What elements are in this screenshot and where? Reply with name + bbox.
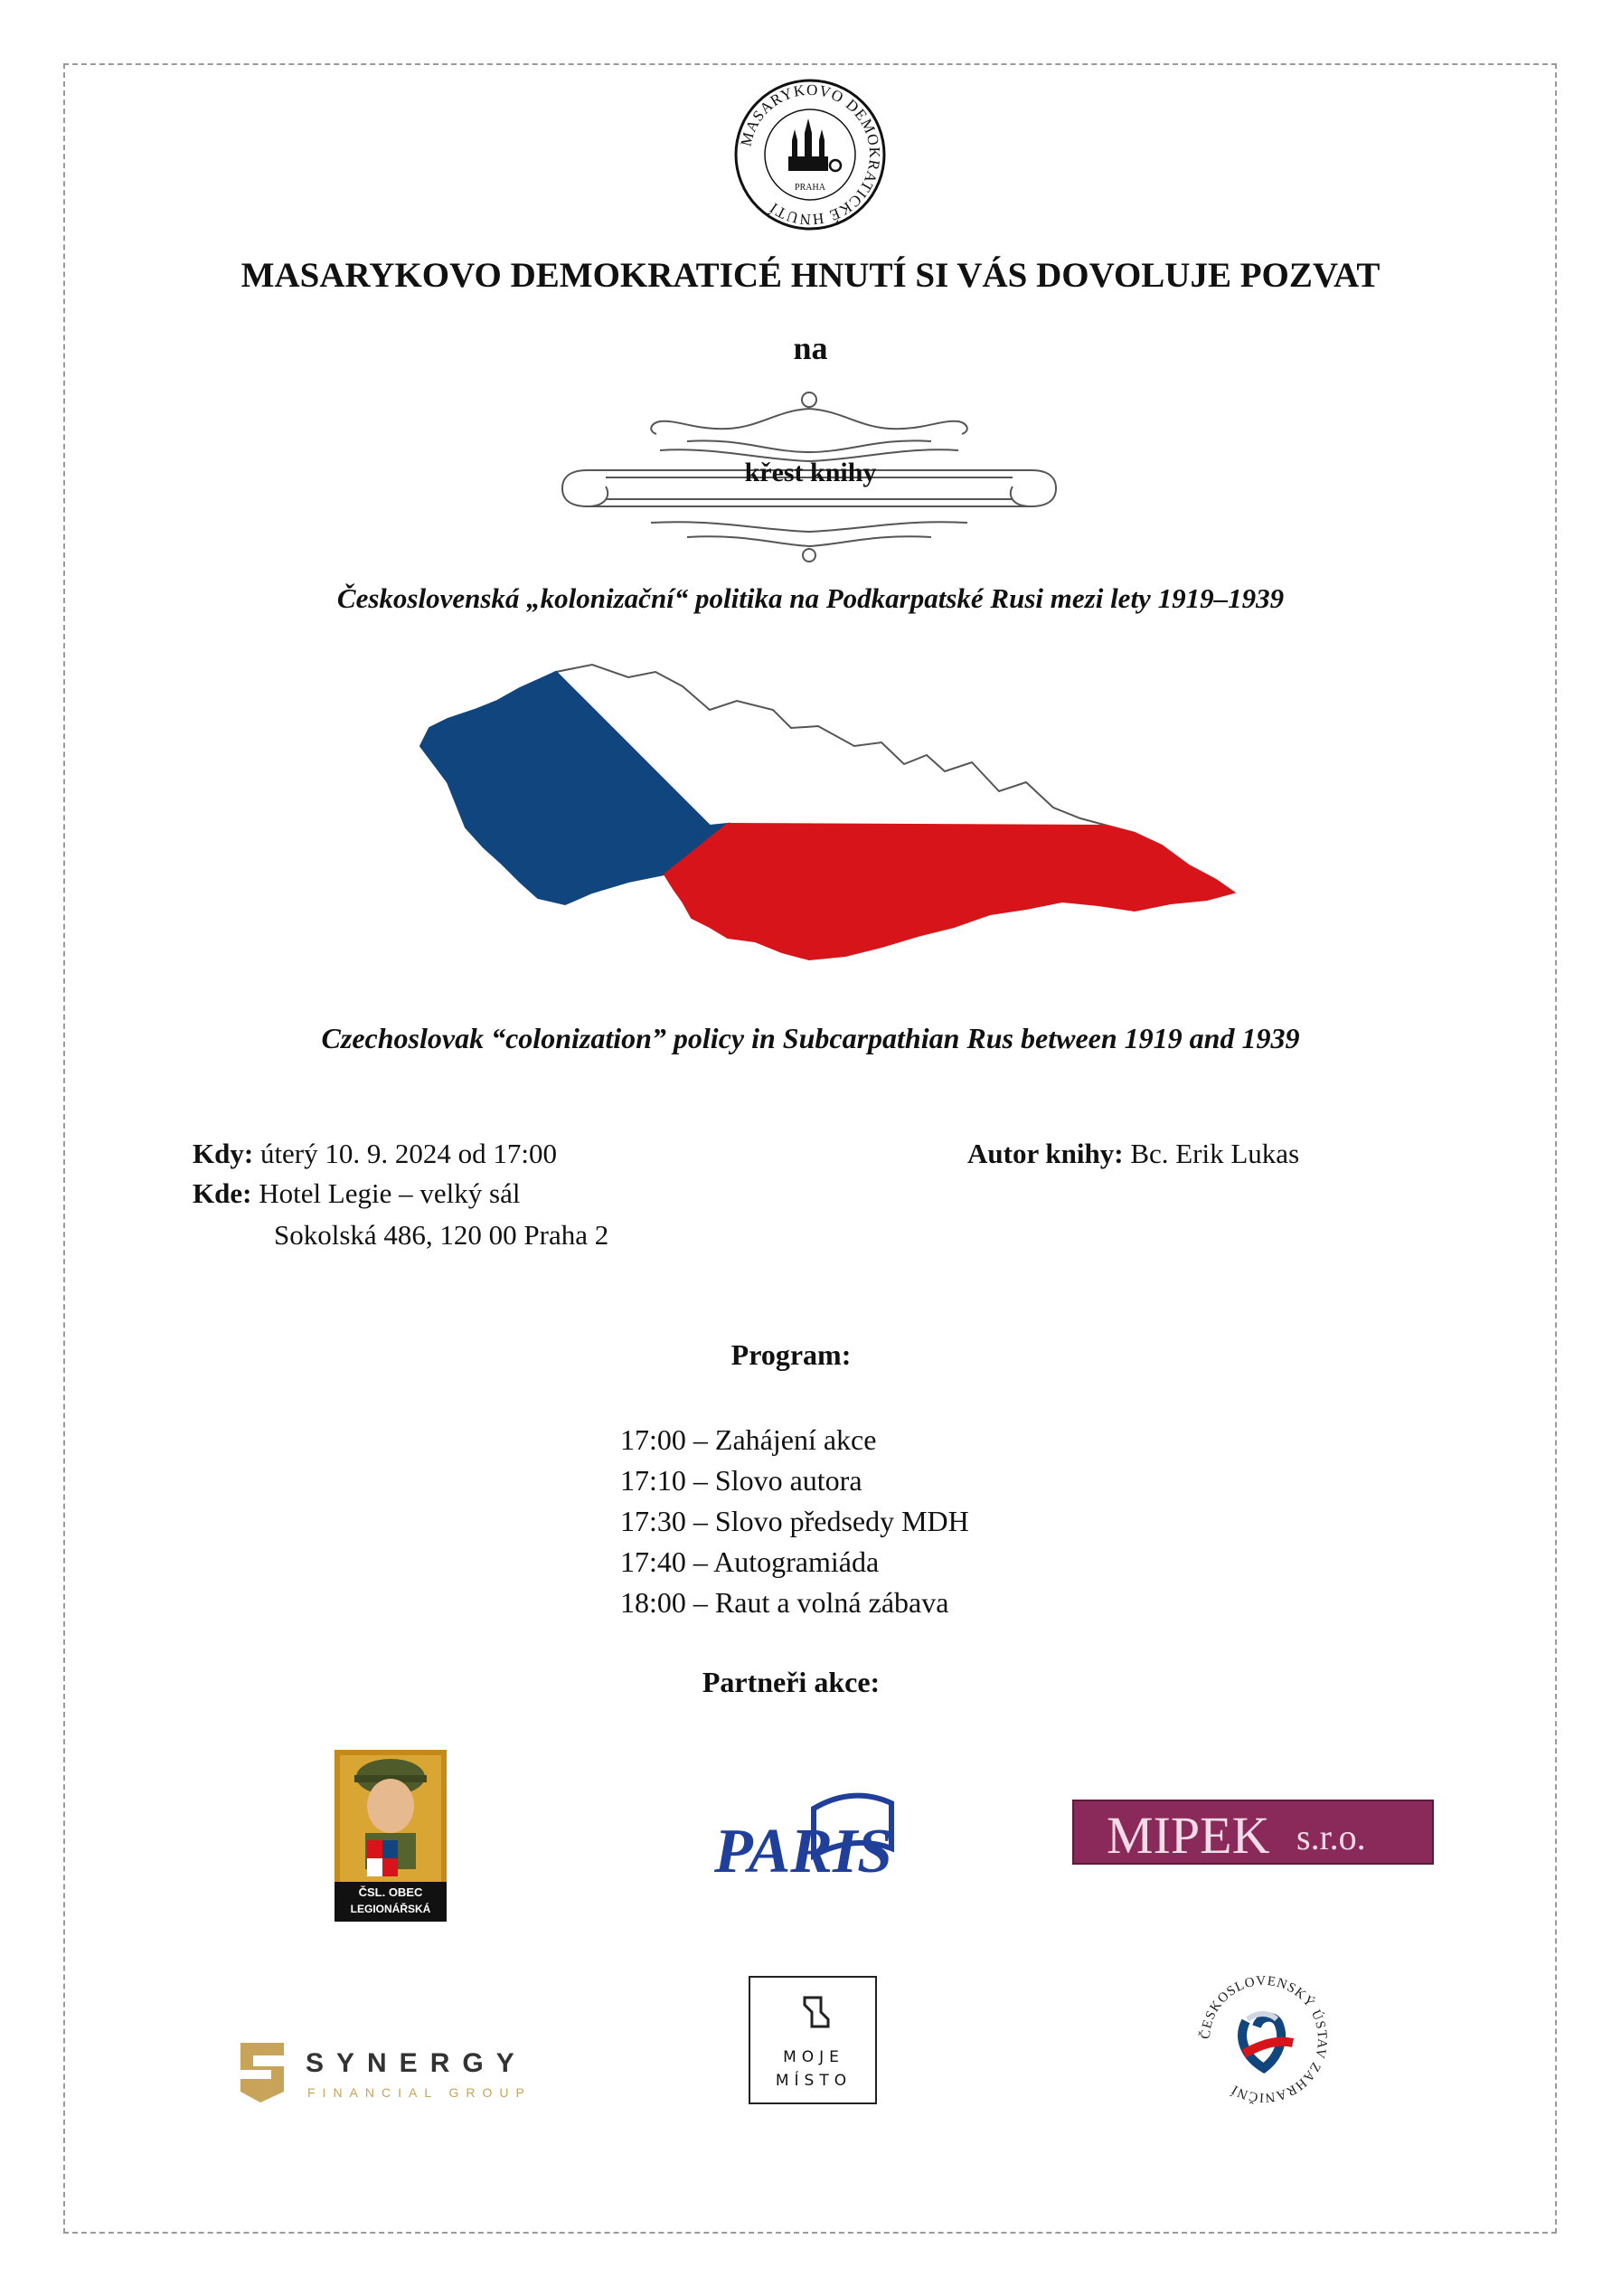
paris-logo bbox=[714, 1772, 904, 1881]
where-label: Kde: bbox=[193, 1177, 252, 1209]
mipek-text: MIPEK bbox=[1107, 1806, 1270, 1865]
mipek-logo bbox=[1072, 1800, 1434, 1865]
book-label: křest knihy bbox=[744, 458, 877, 487]
paris-text: PARIS bbox=[714, 1817, 893, 1881]
when-label: Kdy: bbox=[193, 1138, 254, 1169]
csol-top-text: ČSL. OBEC bbox=[358, 1885, 423, 1899]
where-row bbox=[193, 1177, 520, 1210]
where-line2: Sokolská 486, 120 00 Praha 2 bbox=[274, 1219, 609, 1251]
partners-heading: Partneři akce: bbox=[702, 1666, 881, 1698]
when-row bbox=[193, 1138, 557, 1170]
synergy-logo bbox=[233, 2039, 559, 2106]
mdh-logo bbox=[732, 77, 888, 232]
synergy-text: SYNERGY bbox=[306, 2048, 527, 2078]
na-text: na bbox=[793, 330, 828, 366]
author-row bbox=[967, 1138, 1299, 1170]
moje-misto-icon bbox=[796, 1994, 832, 2030]
program-heading: Program: bbox=[730, 1338, 852, 1371]
invitation-title: MASARYKOVO DEMOKRATICÉ HNUTÍ SI VÁS DOVOLUJE POZVAT bbox=[240, 256, 1381, 295]
synergy-subtext: FINANCIAL GROUP bbox=[307, 2085, 532, 2100]
svg-text:ČESKOSLOVENSKÝ ÚSTAV ZAHRANIČN bbox=[1198, 1974, 1329, 2105]
logo-ring-text: MASARYKOVO DEMOKRATICKÉ HNUTÍ bbox=[737, 80, 884, 229]
csuz-ring-text: ČESKOSLOVENSKÝ ÚSTAV ZAHRANIČNÍ bbox=[1198, 1973, 1330, 2105]
ribbon-icon bbox=[1242, 2014, 1293, 2068]
moje-misto-logo bbox=[749, 1976, 877, 2104]
program-item: 18:00 – Raut a volná zábava bbox=[620, 1586, 949, 1619]
map-red-region bbox=[664, 824, 1234, 959]
when-value: úterý 10. 9. 2024 od 17:00 bbox=[259, 1138, 557, 1169]
program-list bbox=[620, 1420, 969, 1623]
book-title-cz: Československá „kolonizační“ politika na Podkarpatské Rusi mezi lety 1919–1939 bbox=[336, 582, 1285, 614]
where-line1: Hotel Legie – velký sál bbox=[259, 1177, 521, 1209]
csol-legionarska-logo bbox=[335, 1750, 447, 1922]
program-item: 17:10 – Slovo autora bbox=[620, 1464, 862, 1497]
misto-text: MÍSTO bbox=[775, 2072, 853, 2090]
csol-bottom-text: LEGIONÁŘSKÁ bbox=[350, 1903, 431, 1915]
program-item: 17:30 – Slovo předsedy MDH bbox=[620, 1505, 969, 1537]
author-label: Autor knihy: bbox=[967, 1138, 1124, 1169]
csuz-logo bbox=[1192, 1967, 1336, 2112]
author-value: Bc. Erik Lukas bbox=[1130, 1138, 1300, 1169]
program-item: 17:00 – Zahájení akce bbox=[620, 1423, 877, 1456]
moje-text: MOJE bbox=[783, 2048, 844, 2066]
mipek-suffix: s.r.o. bbox=[1296, 1817, 1366, 1857]
czechoslovakia-flag-map bbox=[411, 656, 1243, 977]
program-item: 17:40 – Autogramiáda bbox=[620, 1545, 880, 1578]
logo-city: PRAHA bbox=[795, 183, 825, 193]
book-title-en: Czechoslovak “colonization” policy in Subcarpathian Rus between 1919 and 1939 bbox=[321, 1022, 1300, 1054]
